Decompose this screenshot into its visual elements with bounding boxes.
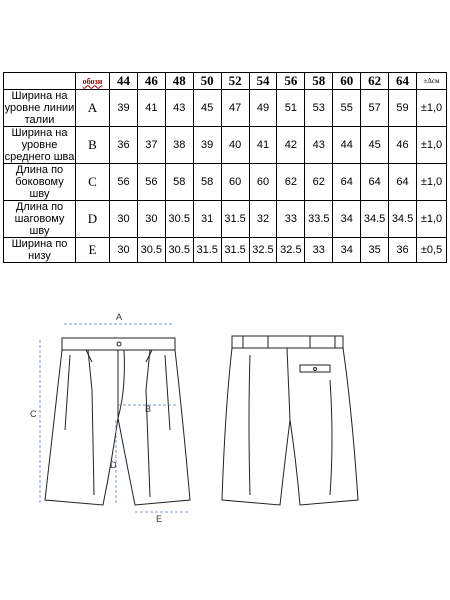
measurement-value: 34.5 (361, 201, 389, 238)
tolerance-value: ±1,0 (417, 127, 447, 164)
size-header: 60 (333, 73, 361, 90)
size-header: 52 (221, 73, 249, 90)
measurement-value: 35 (361, 238, 389, 263)
measurement-value: 42 (277, 127, 305, 164)
name-header (4, 73, 76, 90)
size-header: 54 (249, 73, 277, 90)
front-view-shorts (45, 338, 190, 505)
measurement-value: 37 (137, 127, 165, 164)
measurement-value: 32.5 (249, 238, 277, 263)
measurement-value: 32 (249, 201, 277, 238)
measurement-value: 30.5 (165, 238, 193, 263)
size-header: 50 (193, 73, 221, 90)
measurement-value: 30.5 (137, 238, 165, 263)
measurement-value: 62 (277, 164, 305, 201)
measurement-value: 34.5 (389, 201, 417, 238)
size-header: 64 (389, 73, 417, 90)
measurement-value: 64 (333, 164, 361, 201)
measure-label-c: C (30, 409, 37, 419)
measurement-value: 34 (333, 238, 361, 263)
measurement-code: A (76, 90, 110, 127)
measurement-lines (40, 324, 190, 512)
measurement-name: Длина по шаговому шву (4, 201, 76, 238)
measurement-value: 56 (110, 164, 138, 201)
measurement-value: 31.5 (221, 201, 249, 238)
tolerance-header: ±Δсм (417, 73, 447, 90)
size-table (3, 72, 447, 263)
code-header: обозн (76, 73, 110, 90)
measure-label-e: E (156, 514, 163, 524)
tolerance-value: ±0,5 (417, 238, 447, 263)
measurement-value: 64 (389, 164, 417, 201)
measurement-name: Длина по боковому шву (4, 164, 76, 201)
shorts-technical-drawing (0, 300, 450, 600)
measurement-row (4, 164, 447, 201)
measurement-value: 58 (193, 164, 221, 201)
measurement-code: E (76, 238, 110, 263)
size-header: 62 (361, 73, 389, 90)
measurement-value: 41 (249, 127, 277, 164)
measurement-value: 33.5 (305, 201, 333, 238)
measure-label-d: D (110, 460, 117, 470)
tolerance-value: ±1,0 (417, 90, 447, 127)
measurement-value: 33 (277, 201, 305, 238)
measurement-value: 56 (137, 164, 165, 201)
measurement-value: 39 (193, 127, 221, 164)
measurement-value: 36 (110, 127, 138, 164)
measurement-code: B (76, 127, 110, 164)
size-header: 44 (110, 73, 138, 90)
measurement-row (4, 201, 447, 238)
size-header: 46 (137, 73, 165, 90)
measurement-value: 51 (277, 90, 305, 127)
measurement-value: 33 (305, 238, 333, 263)
measurement-value: 44 (333, 127, 361, 164)
measurement-value: 30 (110, 201, 138, 238)
measurement-value: 30 (110, 238, 138, 263)
measurement-value: 36 (389, 238, 417, 263)
measurement-value: 32.5 (277, 238, 305, 263)
measurement-name: Ширина на уровне среднего шва (4, 127, 75, 163)
measurement-row (4, 127, 447, 164)
measurement-value: 34 (333, 201, 361, 238)
measurement-value: 45 (193, 90, 221, 127)
measurement-value: 46 (389, 127, 417, 164)
measurement-value: 41 (137, 90, 165, 127)
measurement-value: 62 (305, 164, 333, 201)
back-view-shorts (222, 336, 358, 505)
size-header: 58 (305, 73, 333, 90)
measure-label-a: A (116, 312, 123, 322)
measurement-value: 58 (165, 164, 193, 201)
tolerance-value: ±1,0 (417, 164, 447, 201)
measurement-value: 55 (333, 90, 361, 127)
measurement-value: 43 (165, 90, 193, 127)
measurement-value: 31.5 (193, 238, 221, 263)
size-header-row (4, 73, 447, 90)
measurement-value: 31 (193, 201, 221, 238)
measurement-value: 30.5 (165, 201, 193, 238)
measurement-code: D (76, 201, 110, 238)
measurement-value: 57 (361, 90, 389, 127)
measurement-value: 60 (249, 164, 277, 201)
size-header: 48 (165, 73, 193, 90)
measurement-row (4, 238, 447, 263)
measure-label-b: B (145, 404, 152, 414)
measurement-value: 59 (389, 90, 417, 127)
measurement-value: 49 (249, 90, 277, 127)
measurement-value: 39 (110, 90, 138, 127)
measurement-value: 64 (361, 164, 389, 201)
measurement-value: 38 (165, 127, 193, 164)
measurement-value: 43 (305, 127, 333, 164)
measurement-value: 60 (221, 164, 249, 201)
measurement-value: 47 (221, 90, 249, 127)
tolerance-value: ±1,0 (417, 201, 447, 238)
measurement-value: 31.5 (221, 238, 249, 263)
measurement-row (4, 90, 447, 127)
measurement-name: Ширина по низу (4, 238, 76, 263)
size-header: 56 (277, 73, 305, 90)
measurement-code: C (76, 164, 110, 201)
measurement-value: 40 (221, 127, 249, 164)
measurement-name: Ширина на уровне линии талии (4, 90, 75, 126)
measurement-value: 45 (361, 127, 389, 164)
measurement-value: 53 (305, 90, 333, 127)
measurement-value: 30 (137, 201, 165, 238)
